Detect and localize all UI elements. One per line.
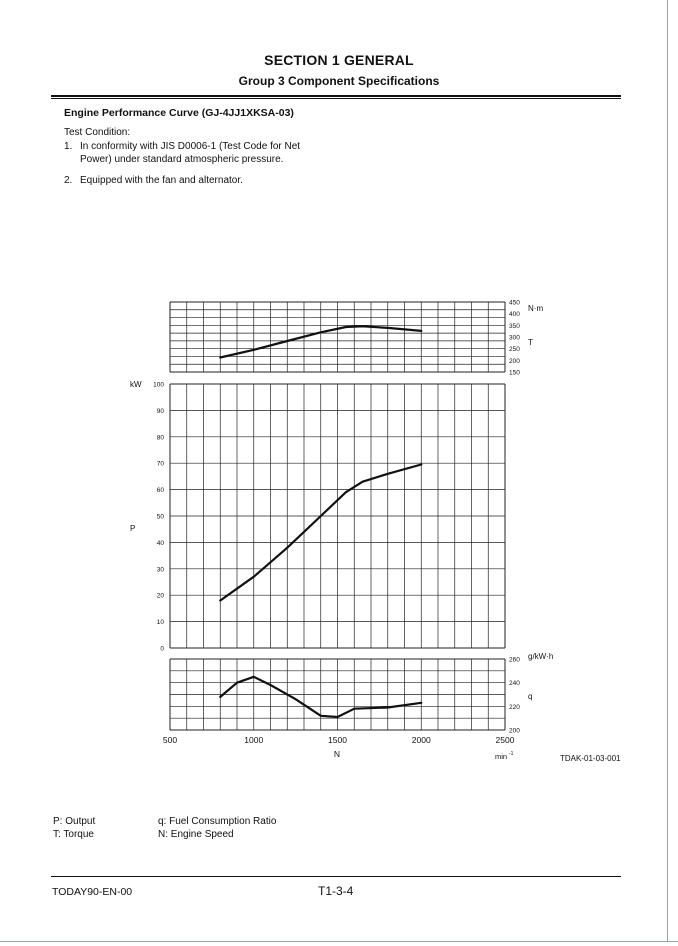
output-unit: kW (130, 380, 142, 389)
torque-tick-label: 150 (509, 369, 520, 377)
legend-n: N: Engine Speed (158, 829, 234, 840)
output-tick-label: 80 (156, 434, 164, 442)
output-tick-label: 50 (156, 513, 164, 521)
fuel_consumption-tick-label: 200 (509, 727, 520, 735)
condition-item-2-number: 2. (64, 175, 73, 186)
output-tick-label: 30 (156, 566, 164, 574)
output-tick-label: 40 (156, 539, 164, 547)
x-tick-label: 500 (162, 735, 178, 745)
output-tick-label: 0 (160, 645, 164, 653)
group-title: Group 3 Component Specifications (238, 74, 440, 88)
condition-item-1-line2: Power) under standard atmospheric pressure. (80, 154, 284, 165)
torque-tick-label: 400 (509, 311, 520, 319)
x-tick-label: 2500 (495, 735, 515, 745)
chart-heading: Engine Performance Curve (GJ-4JJ1XKSA-03) (64, 107, 294, 119)
legend-t: T: Torque (53, 829, 94, 840)
fuel-symbol: q (528, 692, 533, 701)
output-tick-label: 100 (153, 381, 164, 389)
x-axis-label: N (333, 749, 341, 759)
output-tick-label: 70 (156, 460, 164, 468)
torque-unit: N·m (528, 304, 544, 313)
condition-item-1-number: 1. (64, 141, 73, 152)
chart-grids (170, 302, 505, 730)
torque-tick-label: 450 (509, 299, 520, 307)
torque-symbol: T (528, 338, 533, 347)
fuel_consumption-tick-label: 260 (509, 656, 520, 664)
figure-id: TDAK-01-03-001 (560, 754, 621, 763)
x-tick-label: 1500 (328, 735, 347, 745)
fuel_consumption-tick-label: 220 (509, 703, 520, 711)
torque-tick-label: 300 (509, 334, 520, 342)
x-tick-label: 2000 (411, 735, 431, 745)
footer-rule (51, 876, 621, 877)
output-tick-label: 90 (156, 407, 164, 415)
output-symbol: P (130, 524, 136, 533)
output-tick-label: 10 (156, 619, 164, 627)
fuel-unit: g/kW·h (528, 652, 554, 661)
torque-tick-label: 250 (509, 346, 520, 354)
section-title: SECTION 1 GENERAL (264, 52, 414, 68)
condition-item-1-line1: In conformity with JIS D0006-1 (Test Code for Net (80, 141, 301, 152)
output-tick-label: 60 (156, 487, 164, 495)
test-condition-label: Test Condition: (64, 127, 131, 138)
torque-tick-label: 200 (509, 357, 520, 365)
condition-item-2-line1: Equipped with the fan and alternator. (80, 175, 243, 186)
footer-doc-code: TODAY90-EN-00 (52, 886, 133, 898)
torque-tick-label: 350 (509, 322, 520, 330)
x-axis-unit: min (495, 752, 508, 761)
page-number: T1-3-4 (318, 884, 354, 898)
output-tick-label: 20 (156, 592, 164, 600)
fuel_consumption-tick-label: 240 (509, 680, 520, 688)
legend-q: q: Fuel Consumption Ratio (158, 816, 277, 827)
x-tick-label: 1000 (244, 735, 264, 745)
legend-p: P: Output (53, 816, 96, 827)
x-axis-unit-exponent: -1 (509, 751, 514, 757)
